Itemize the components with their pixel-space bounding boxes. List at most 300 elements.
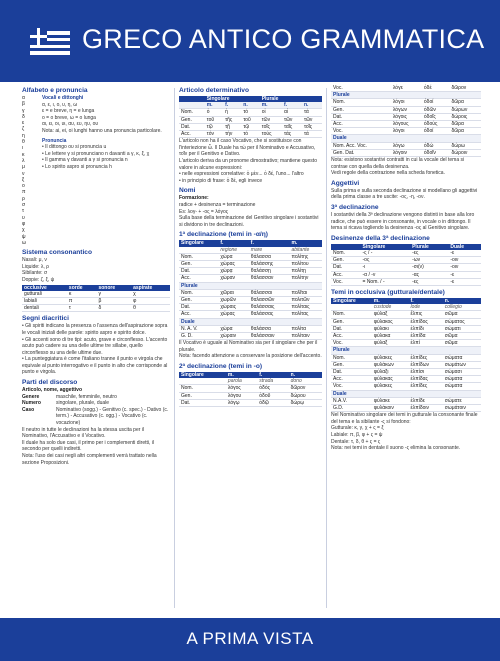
table-cell: Acc. <box>331 121 391 128</box>
table-cell: ἐλπίδι <box>409 325 443 332</box>
table-cell: Nom. <box>331 250 361 257</box>
header-banner <box>0 0 500 82</box>
prima-line: Il Vocativo è uguale al Nominativo sia per il singolare che per il plurale. <box>179 340 318 353</box>
table-cell: Gen. <box>331 361 372 368</box>
table-cell: τῶν <box>282 116 302 123</box>
table-cell: τό <box>241 131 259 138</box>
table-cell: λόγου <box>226 392 257 399</box>
pronuncia-line: • Il dittongo ου si pronuncia u <box>42 144 107 151</box>
section-heading-prima: 1ª declinazione (temi in -α/η) <box>179 231 268 239</box>
table-cell: τῷ <box>205 123 223 130</box>
table-cell: Gen. <box>179 296 218 303</box>
table-row <box>179 318 322 325</box>
table-cell: χώρα <box>218 253 248 260</box>
table-cell: τοῖς <box>302 123 322 130</box>
section-heading-desinenze: Desinenze della 3ª declinazione <box>331 234 430 242</box>
table-cell: φύλακας <box>372 376 409 383</box>
table-row <box>331 311 481 318</box>
table-row <box>179 247 322 254</box>
table-row <box>331 106 481 113</box>
vocali-line: αι, ει, οι, υι, αυ, ευ, ηυ, ου <box>42 121 99 128</box>
table-cell: -σι(ν) <box>410 264 448 271</box>
table-cell: Acc. <box>331 333 372 340</box>
table-cell: φυλάκοιν <box>372 405 409 412</box>
table-row <box>331 264 481 271</box>
table-header: sonore <box>96 285 131 291</box>
table-cell: -ε <box>448 250 481 257</box>
table-cell: φυλάκων <box>372 361 409 368</box>
table-cell: δ <box>96 305 131 312</box>
table-cell: χ <box>131 291 170 298</box>
temi-line: Dentale: τ, δ, θ + ς = ς <box>331 438 381 445</box>
table-cell: σῶμα <box>443 333 481 340</box>
table-cell: ἐλπίδα <box>409 333 443 340</box>
table-cell: πολιτῶν <box>289 296 322 303</box>
table-cell: = Nom. / - <box>361 278 411 285</box>
table-cell: Acc. <box>179 311 218 318</box>
table-cell: n. <box>241 102 259 109</box>
table-cell: Voc. <box>331 340 372 347</box>
temi-line: Nel Nominativo singolare dei temi in gutturale la consonante finale del tema e la sibilante -ς si fondono: <box>331 412 478 425</box>
table-header: Plurale <box>260 96 322 102</box>
table-row <box>331 383 481 390</box>
consonant-line: Nasali: μ, ν <box>22 257 47 264</box>
table-cell: χώρα <box>218 325 248 332</box>
table-cell <box>179 378 226 385</box>
table-cell: οἱ <box>260 109 282 116</box>
table-row <box>179 282 322 289</box>
table-cell: Gen. <box>179 260 218 267</box>
table-cell: δώροιν <box>450 149 482 156</box>
aggettivi-line: Sulla prima e sulla seconda declinazione si modellano gli aggettivi della prima classe a tre uscite: -ος, -η, -ον. <box>331 187 478 201</box>
table-cell: χώραις <box>218 304 248 311</box>
table-cell: τῆς <box>223 116 241 123</box>
table-cell: ἐλπίδας <box>409 376 443 383</box>
greek-flag-icon <box>30 28 70 58</box>
table-row <box>331 250 481 257</box>
desinenze-table <box>331 244 481 286</box>
table-row <box>22 291 170 298</box>
table-cell: Duale <box>331 135 481 142</box>
table-cell: φύλακος <box>372 318 409 325</box>
table-row <box>331 278 481 285</box>
table-cell: -ες <box>410 278 448 285</box>
parti-line: Il duale ha solo due casi, il primo per i complementi diretti, il secondo per quelli indiretti. <box>22 439 155 453</box>
table-header: m. <box>289 240 322 246</box>
table-cell: θαλάσσαις <box>249 304 290 311</box>
table-cell: Gen. <box>331 106 391 113</box>
table-row <box>331 304 481 311</box>
table-cell: Acc. <box>179 275 218 282</box>
seconda-line: Nota: esistono sostantivi contratti in cui la vocale del tema si contrae con quella della desinenza. <box>331 157 465 170</box>
section-heading-temi: Temi in occlusiva (gutturale/dentale) <box>331 289 445 296</box>
table-cell: Acc. <box>179 131 205 138</box>
table-cell: Gen. Dat. <box>331 149 391 156</box>
table-cell: -ας <box>410 271 448 278</box>
table-cell: regione <box>218 247 248 254</box>
table-cell: αἱ <box>282 109 302 116</box>
table-row <box>331 354 481 361</box>
table-cell: Nom. <box>179 289 218 296</box>
table-cell: τάς <box>282 131 302 138</box>
parti-subheading: Articolo, nome, aggettivo <box>22 387 83 394</box>
table-cell: ὁδός <box>257 385 288 392</box>
parti-value: maschile, femminile, neutro <box>56 393 117 400</box>
table-cell: σώματε <box>443 397 481 404</box>
table-cell: ὁδοῖν <box>422 149 450 156</box>
consonant-line: Liquide: λ, ρ <box>22 263 50 270</box>
table-cell: δώρων <box>450 106 482 113</box>
table-cell: δῶρα <box>450 128 482 135</box>
parti-label: Genere <box>22 393 40 400</box>
parti-value: singolare, plurale, duale <box>56 400 110 407</box>
table-cell: λόγος <box>226 385 257 392</box>
temi-line: Nota: nei temi in dentale il suono -ς elimina la consonante. <box>331 445 461 452</box>
table-cell: -ς / - <box>361 250 411 257</box>
table-row <box>179 385 322 392</box>
table-cell: τῷ <box>241 123 259 130</box>
temi-table <box>331 298 481 412</box>
alphabet-letter: β <box>22 101 25 108</box>
pronuncia-line: • Il gamma γ davanti a γ si pronuncia n <box>42 157 128 164</box>
section-heading-parti: Parti del discorso <box>22 379 78 387</box>
table-cell: δώρῳ <box>289 399 322 406</box>
alphabet-letters <box>22 95 38 246</box>
alphabet-letter: ψ <box>22 233 26 240</box>
temi-line: Labiale: π, β, φ + ς = ψ <box>331 432 383 439</box>
table-cell: -οιν <box>448 264 481 271</box>
prima-table <box>179 240 322 340</box>
table-row <box>22 305 170 312</box>
alphabet-letter: ν <box>22 170 25 177</box>
table-row <box>331 142 481 149</box>
table-header: occlusive <box>22 285 67 291</box>
table-cell: φ <box>131 297 170 304</box>
table-cell: πολίτου <box>289 260 322 267</box>
table-cell: ἐλπί <box>409 340 443 347</box>
alphabet-letter: ζ <box>22 126 25 133</box>
alphabet-letter: λ <box>22 157 25 164</box>
table-cell <box>331 304 372 311</box>
pronuncia-line: • Le lettere γ si pronunciano n davanti a γ, κ, ξ, χ <box>42 150 150 157</box>
table-cell: πολίτῃ <box>289 268 322 275</box>
table-cell: πολίταις <box>289 304 322 311</box>
temi-line: Gutturale: κ, γ, χ + ς = ξ <box>331 425 384 432</box>
table-row <box>179 296 322 303</box>
section-heading-alfabeto: Alfabeto e pronuncia <box>22 87 88 94</box>
alphabet-letter: η <box>22 132 25 139</box>
table-row <box>331 99 481 106</box>
table-cell: γ <box>96 291 131 298</box>
table-header: f. <box>409 298 443 304</box>
nomi-line: Sulla base della terminazione del Genitivo singolare i sostantivi si dividono in tre declinazioni. <box>179 215 319 228</box>
table-row <box>331 405 481 412</box>
segni-line: • La punteggiatura è come l'italiano tranne il punto e virgola che equivale al punto interrogativo e il punto in alto che corrisponde al punto e virgola. <box>22 356 168 376</box>
table-cell: Dat. <box>179 399 226 406</box>
table-cell: λόγοι <box>391 128 422 135</box>
alphabet-letter: χ <box>22 227 25 234</box>
alphabet-letter: ε <box>22 120 25 127</box>
table-cell: χώρας <box>218 311 248 318</box>
table-cell: τοῦ <box>205 116 223 123</box>
table-cell: πολίτα <box>289 325 322 332</box>
alphabet-letter: ο <box>22 183 25 190</box>
table-cell: Voc. <box>331 85 391 92</box>
table-cell: λόγοι <box>391 99 422 106</box>
table-cell: Gen. <box>331 318 372 325</box>
table-cell: πολίτας <box>289 311 322 318</box>
section-heading-aggettivi: Aggettivi <box>331 179 360 187</box>
table-cell: φύλαξ <box>372 340 409 347</box>
table-cell: φύλακα <box>372 333 409 340</box>
table-cell: strada <box>257 378 288 385</box>
page-title: GRECO ANTICO GRAMMATICA <box>82 24 485 54</box>
table-cell: π <box>67 297 97 304</box>
column-2 <box>179 84 322 616</box>
alphabet-letter: θ <box>22 139 25 146</box>
table-cell: mare <box>249 247 290 254</box>
parti-value: Nominativo (sogg.) - Genitivo (c. spec.) - Dativo (c. term.) - Accusativo (c. ogg.) - Vocativo (c. vocazione) <box>56 406 169 427</box>
table-cell: Plurale <box>179 282 322 289</box>
alphabet-letter: ι <box>22 145 24 152</box>
table-cell: τά <box>302 131 322 138</box>
nomi-line: Es: λογ- + -ος = λόγος <box>179 208 229 215</box>
table-cell: θαλάσσαιν <box>249 332 290 339</box>
table-cell: f. <box>282 102 302 109</box>
table-cell: δώρω <box>450 142 482 149</box>
table-cell: Dat. <box>331 264 361 271</box>
table-cell: τόν <box>205 131 223 138</box>
table-cell: Dat. <box>331 369 372 376</box>
table-cell: πολίτης <box>289 253 322 260</box>
seconda-line: Vedi regole della contrazione nella scheda fonetica. <box>331 170 445 177</box>
table-cell: χωρῶν <box>218 296 248 303</box>
alphabet-letter: ξ <box>22 176 25 183</box>
table-cell: θαλάσσα <box>249 325 290 332</box>
table-row <box>331 318 481 325</box>
table-cell: λόγω <box>391 142 422 149</box>
table-header: Plurale <box>410 244 448 250</box>
table-cell: Nom. <box>179 253 218 260</box>
table-row <box>331 135 481 142</box>
table-cell: χώραν <box>218 275 248 282</box>
table-cell: Gen. <box>179 116 205 123</box>
table-cell: -ε <box>448 278 481 285</box>
segni-line: • Gli spiriti indicano la presenza o l'assenza dell'aspirazione sopra le vocali iniziali delle parole: spirito aspro e spirito dolce. <box>22 323 168 336</box>
table-cell: δώρου <box>289 392 322 399</box>
terza-line: I sostantivi della 3ª declinazione vengono distinti in base alla loro radice, che può essere in consonante, in vocale o in dittongo. Il tema si ricava togliendo la desinenza -ος al Genitivo singolare. <box>331 212 475 232</box>
alphabet-letter: φ <box>22 220 26 227</box>
table-cell: N.A.V. <box>331 397 372 404</box>
table-row <box>331 347 481 354</box>
table-cell: -οιν <box>448 257 481 264</box>
table-cell: -ων <box>410 257 448 264</box>
table-cell: δῶρον <box>289 385 322 392</box>
column-1 <box>22 84 170 616</box>
table-row <box>179 289 322 296</box>
table-row <box>179 399 322 406</box>
table-cell: -α / -ν <box>361 271 411 278</box>
table-cell: φύλαξ <box>372 311 409 318</box>
table-cell: Acc. <box>331 271 361 278</box>
table-cell: θαλάσσας <box>249 311 290 318</box>
table-cell: ἐλπίδων <box>409 361 443 368</box>
table-row <box>331 257 481 264</box>
table-cell: ἐλπίδες <box>409 383 443 390</box>
table-cell: -ες <box>410 250 448 257</box>
table-cell: σώματα <box>443 354 481 361</box>
table-header: m. <box>372 298 409 304</box>
table-cell: δῶρα <box>450 121 482 128</box>
table-cell: φύλακες <box>372 354 409 361</box>
alphabet-letter: π <box>22 189 26 196</box>
table-cell: Dat. <box>331 113 391 120</box>
alphabet-letter: γ <box>22 107 25 114</box>
section-heading-consonantico: Sistema consonantico <box>22 249 92 257</box>
table-row <box>179 311 322 318</box>
table-cell: f. <box>223 102 241 109</box>
table-cell: ἡ <box>223 109 241 116</box>
table-cell: custode <box>372 304 409 311</box>
table-cell: dentali <box>22 305 67 312</box>
segni-line: • Gli accenti sono di tre tipi: acuto, grave e circonflesso. L'accento acuto può cadere su una delle ultime tre sillabe, quello circonflesso su una delle ultime due. <box>22 336 168 356</box>
table-cell: σῶμα <box>443 340 481 347</box>
section-heading-seconda: 2ª declinazione (temi in -ο) <box>179 362 263 370</box>
footer-title: A PRIMA VISTA <box>186 629 314 648</box>
column-3 <box>331 84 481 616</box>
alphabet-block <box>22 95 170 246</box>
table-cell: abitante <box>289 247 322 254</box>
section-heading-segni: Segni diacritici <box>22 315 69 323</box>
table-row <box>331 128 481 135</box>
table-cell: τούς <box>260 131 282 138</box>
table-cell: φύλακε <box>372 397 409 404</box>
table-cell: Gen. <box>331 257 361 264</box>
pronuncia-line: • Lo spirito aspro si pronuncia h <box>42 163 112 170</box>
table-cell: Duale <box>331 390 481 397</box>
table-cell: τά <box>302 109 322 116</box>
table-header: m. <box>226 372 257 378</box>
table-cell: collegio <box>443 304 481 311</box>
pronuncia-heading: Pronuncia <box>42 137 67 144</box>
alphabet-letter: μ <box>22 164 25 171</box>
table-cell: τῶν <box>302 116 322 123</box>
table-cell: dono <box>289 378 322 385</box>
table-cell: ὁδοῦ <box>257 392 288 399</box>
table-row <box>331 85 481 92</box>
vocali-line: ε = e breve, η = e lunga <box>42 108 95 115</box>
table-cell: θάλασσα <box>249 253 290 260</box>
table-cell: ἐλπίδοιν <box>409 405 443 412</box>
table-cell: δώροις <box>450 113 482 120</box>
table-row <box>179 304 322 311</box>
table-cell: φύλαξι <box>372 369 409 376</box>
column-divider <box>326 88 327 608</box>
table-cell: τοῦ <box>241 116 259 123</box>
parti-line: Il neutro in tutte le declinazioni ha la stessa uscita per il Nominativo, l'Accusativo e il Vocativo. <box>22 426 145 440</box>
parti-row <box>22 407 170 427</box>
alphabet-letter: υ <box>22 214 25 221</box>
table-row <box>179 332 322 339</box>
vocali-line: α, ε, ι, ο, υ, η, ω <box>42 101 78 108</box>
table-cell: lode <box>409 304 443 311</box>
table-header: Singolare <box>179 372 226 378</box>
formazione-rule: radice + desinenza = terminazione <box>179 201 256 208</box>
table-row <box>331 376 481 383</box>
table-row <box>179 325 322 332</box>
articolo-table <box>179 96 322 138</box>
table-cell: -ος <box>361 257 411 264</box>
table-cell: ὁ <box>205 109 223 116</box>
table-cell: m. <box>260 102 282 109</box>
alphabet-letter: τ <box>22 208 24 215</box>
table-header: f. <box>218 240 248 246</box>
alphabet-letter: δ <box>22 113 25 120</box>
table-row <box>22 297 170 304</box>
table-cell: ὁδοί <box>422 99 450 106</box>
table-row <box>179 123 322 130</box>
table-row <box>179 102 322 109</box>
table-row <box>331 397 481 404</box>
table-cell <box>179 102 205 109</box>
table-row <box>179 253 322 260</box>
vocali-line: Nota: ai, ei, oi lunghi hanno una pronuncia particolare. <box>42 127 162 134</box>
table-cell: ὁδέ <box>422 85 450 92</box>
table-cell: τῶν <box>260 116 282 123</box>
prima-line: Nota: facendo attenzione a conservare la posizione dell'accento. <box>179 353 322 360</box>
table-cell: χώραιν <box>218 332 248 339</box>
table-cell: Voc. <box>331 383 372 390</box>
table-header: Singolare <box>331 298 372 304</box>
table-cell: χώρας <box>218 260 248 267</box>
table-cell: σώματα <box>443 376 481 383</box>
table-cell: Dat. <box>331 325 372 332</box>
table-row <box>179 378 322 385</box>
alphabet-letter: α <box>22 95 25 101</box>
column-divider <box>174 88 175 608</box>
table-cell: ἐλπίσι <box>409 369 443 376</box>
table-cell: parola <box>226 378 257 385</box>
table-cell: χώρᾳ <box>218 268 248 275</box>
table-cell: G.D. <box>331 405 372 412</box>
table-cell: Plurale <box>331 92 481 99</box>
table-row <box>331 121 481 128</box>
table-cell: χῶραι <box>218 289 248 296</box>
table-row <box>331 271 481 278</box>
table-cell: ὁδούς <box>422 121 450 128</box>
table-row <box>179 131 322 138</box>
table-cell: Nom. <box>179 109 205 116</box>
table-cell: φύλακι <box>372 325 409 332</box>
table-cell: Voc. <box>331 128 391 135</box>
table-cell: λόγε <box>391 85 422 92</box>
table-cell: σωμάτων <box>443 361 481 368</box>
table-cell: δῶρα <box>450 99 482 106</box>
table-row <box>331 361 481 368</box>
table-header: Singolare <box>205 96 260 102</box>
table-cell: λόγοιν <box>391 149 422 156</box>
table-cell: -ι <box>361 264 411 271</box>
table-cell: τ <box>67 305 97 312</box>
table-cell: θαλάσσης <box>249 260 290 267</box>
table-row <box>331 369 481 376</box>
alphabet-letter: ρ <box>22 195 25 202</box>
table-row <box>179 275 322 282</box>
table-row <box>179 392 322 399</box>
table-cell: Gen. <box>179 392 226 399</box>
alphabet-letter: σ <box>22 202 26 209</box>
section-heading-terza: 3ª declinazione <box>331 204 379 211</box>
